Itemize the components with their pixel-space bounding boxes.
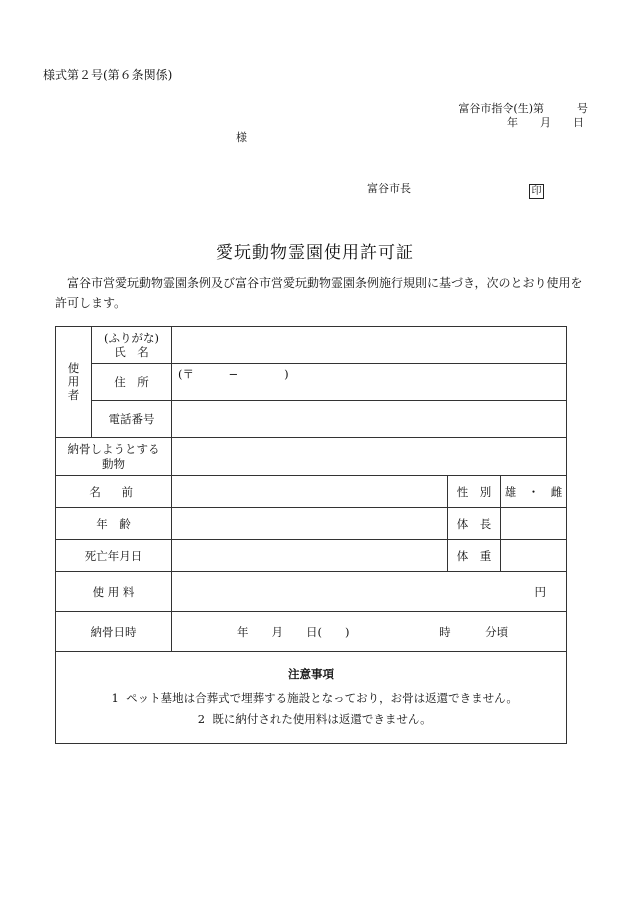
pet-name-field[interactable]: [172, 476, 448, 508]
height-field[interactable]: [501, 508, 567, 540]
permit-form-table: [55, 326, 567, 744]
height-label: 体 長: [448, 508, 501, 540]
sex-field[interactable]: 雄 ・ 雌: [501, 476, 567, 508]
burial-time: 時 分頃: [439, 624, 509, 639]
form-number: 様式第２号(第６条関係): [43, 68, 173, 82]
note-item: [56, 688, 566, 709]
animal-field[interactable]: [172, 438, 567, 476]
note-number: 2: [197, 711, 206, 726]
note-text: 既に納付された使用料は返還できません。: [212, 711, 432, 726]
body-paragraph: 富谷市営愛玩動物霊園条例及び富谷市営愛玩動物霊園条例施行規則に基づき，次のとおり使用を許可します。: [55, 276, 583, 310]
note-number: 1: [111, 690, 119, 705]
postal-code-placeholder: (〒 − ): [178, 367, 289, 381]
notes-cell: [56, 652, 567, 744]
burial-date: 年 月 日( ): [237, 624, 350, 639]
name-field[interactable]: [172, 327, 567, 364]
seal-mark: 印: [529, 184, 544, 199]
age-field[interactable]: [172, 508, 448, 540]
user-group-cell: [56, 327, 92, 438]
addressee-suffix: 様: [236, 131, 247, 144]
death-date-field[interactable]: [172, 540, 448, 572]
weight-field[interactable]: [501, 540, 567, 572]
document-title: 愛玩動物霊園使用許可証: [216, 243, 414, 263]
issue-date: 年 月 日: [507, 116, 584, 129]
burial-label: 納骨日時: [56, 612, 172, 652]
address-label: 住 所: [92, 364, 172, 401]
name-label: 氏 名: [114, 345, 149, 359]
phone-field[interactable]: [172, 401, 567, 438]
burial-field[interactable]: [172, 612, 567, 652]
notes-heading: 注意事項: [288, 666, 334, 681]
animal-label: 納骨しようとする動物: [56, 438, 172, 476]
age-label: 年 齢: [56, 508, 172, 540]
furigana-label: (ふりがな): [104, 331, 159, 345]
issuer-title: 富谷市長: [367, 182, 411, 195]
yen-unit: 円: [534, 584, 546, 599]
permit-number: 富谷市指令(生)第 号: [458, 102, 588, 115]
address-field[interactable]: [172, 364, 567, 401]
note-text: ペット墓地は合葬式で埋葬する施設となっており，お骨は返還できません。: [126, 690, 518, 705]
name-label-cell: [92, 327, 172, 364]
fee-label: 使 用 料: [56, 572, 172, 612]
user-group-label: 使用者: [66, 361, 81, 403]
note-item: [56, 709, 566, 730]
weight-label: 体 重: [448, 540, 501, 572]
phone-label: 電話番号: [92, 401, 172, 438]
pet-name-label: 名 前: [56, 476, 172, 508]
death-date-label: 死亡年月日: [56, 540, 172, 572]
fee-field[interactable]: [172, 572, 567, 612]
sex-label: 性 別: [448, 476, 501, 508]
